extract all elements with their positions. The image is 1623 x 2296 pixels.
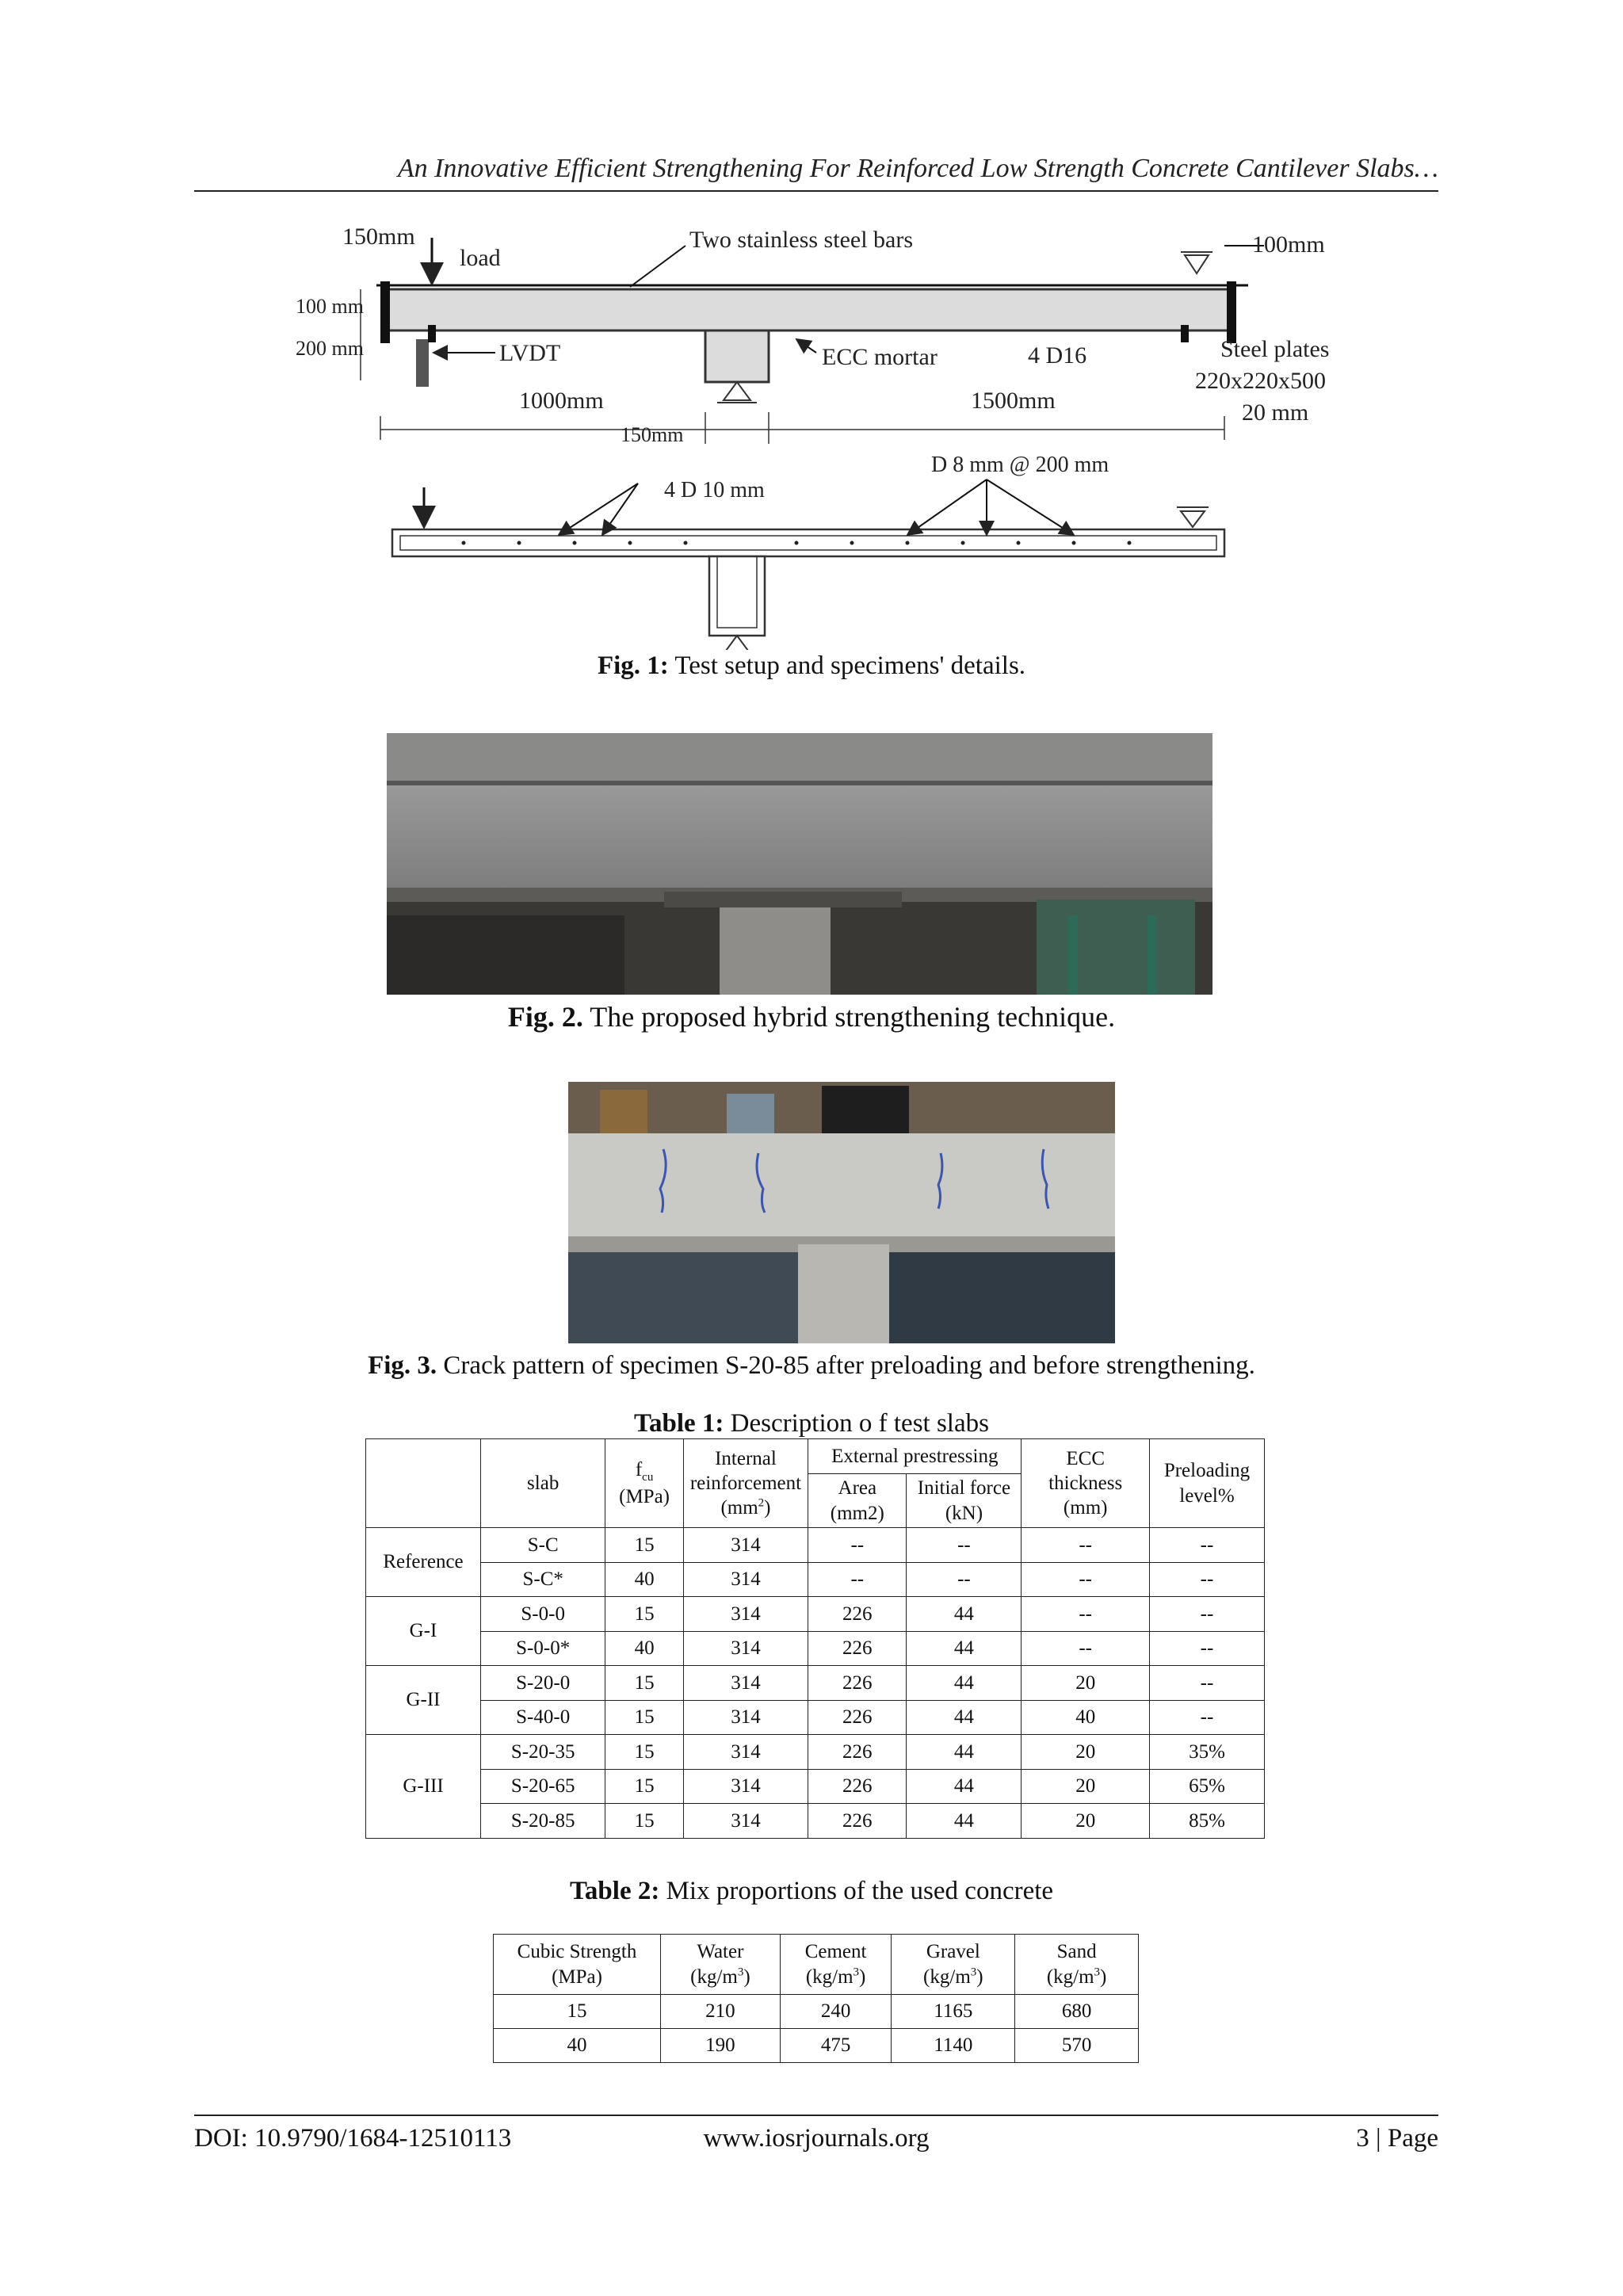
table1-row: [366, 1735, 1265, 1770]
table1-cell: 44: [907, 1769, 1022, 1804]
table2-row: [494, 1995, 1139, 2029]
table2-header-l2: (MPa): [552, 1966, 602, 1988]
table1-cell: 314: [683, 1700, 808, 1735]
fcu-unit: (MPa): [619, 1486, 670, 1508]
fcu-main: f: [635, 1458, 643, 1480]
table2-header-l3: ): [1100, 1966, 1107, 1988]
table1-cell: --: [1149, 1700, 1264, 1735]
table1-cell: 65%: [1149, 1769, 1264, 1804]
table1-cell: 15: [605, 1597, 683, 1632]
table1-header-preloading: [1149, 1439, 1264, 1528]
table1-cell: 40: [605, 1562, 683, 1597]
label-200-left: 200 mm: [296, 337, 364, 360]
table2-row: [494, 2029, 1139, 2063]
table1-cell: 226: [808, 1700, 907, 1735]
table2-cell: 15: [494, 1995, 661, 2029]
table1-body: [366, 1528, 1265, 1839]
table1-cell: 314: [683, 1631, 808, 1666]
table2-header-l1: Sand: [1056, 1941, 1097, 1963]
table2-cell: 680: [1015, 1995, 1139, 2029]
table2-header-cell: [1015, 1935, 1139, 1995]
table1-cell: 20: [1022, 1804, 1150, 1839]
running-header: [194, 152, 1438, 192]
table1-row: [366, 1666, 1265, 1701]
table1-cell: 35%: [1149, 1735, 1264, 1770]
table1-header-blank: [366, 1439, 481, 1528]
table1-cell: 226: [808, 1804, 907, 1839]
table1-cell: 226: [808, 1666, 907, 1701]
internal-l3: (mm: [720, 1497, 758, 1519]
table1-cell: --: [808, 1528, 907, 1563]
internal-l1: Internal: [715, 1447, 777, 1469]
table1-row: [366, 1597, 1265, 1632]
table1-cell: 44: [907, 1804, 1022, 1839]
table1-cell: 15: [605, 1769, 683, 1804]
table1-cell: --: [907, 1528, 1022, 1563]
table1-header-fcu: [605, 1439, 683, 1528]
table1-cell: 44: [907, 1631, 1022, 1666]
table1-cell: --: [907, 1562, 1022, 1597]
table1-header-external: External prestressing: [808, 1439, 1022, 1474]
table1-cell: 15: [605, 1735, 683, 1770]
table1-row: [366, 1562, 1265, 1597]
table2-header-l3: ): [743, 1966, 750, 1988]
table1-row: [366, 1769, 1265, 1804]
table2-header-l3: ): [859, 1966, 866, 1988]
table2-cell: 40: [494, 2029, 661, 2063]
table2-cell: 240: [780, 1995, 892, 2029]
table1-group-cell: G-II: [366, 1666, 481, 1735]
label-d16: 4 D16: [1028, 342, 1087, 369]
table1-cell: 226: [808, 1597, 907, 1632]
fig3-caption: [0, 1351, 1623, 1381]
table2-header-cell: [780, 1935, 892, 1995]
table1-group-cell: G-I: [366, 1597, 481, 1666]
internal-l4: ): [764, 1497, 771, 1519]
table1-cell: 44: [907, 1666, 1022, 1701]
label-1000: 1000mm: [519, 388, 604, 414]
table1-caption-text: Description o f test slabs: [724, 1409, 989, 1438]
table1-cell: 20: [1022, 1769, 1150, 1804]
fig1-caption: [0, 651, 1623, 681]
table1-cell: 44: [907, 1700, 1022, 1735]
table1-cell: 44: [907, 1735, 1022, 1770]
table1-cell: S-20-0: [480, 1666, 605, 1701]
table2: [493, 1934, 1139, 2063]
label-plates: Steel plates: [1220, 336, 1330, 362]
fig3-caption-label: Fig. 3.: [368, 1351, 437, 1380]
label-100-right: 100mm: [1252, 231, 1325, 258]
table1-cell: 314: [683, 1666, 808, 1701]
force-l2: (kN): [945, 1502, 983, 1524]
table1-cell: 314: [683, 1769, 808, 1804]
table1-cell: S-20-85: [480, 1804, 605, 1839]
table2-caption: [0, 1877, 1623, 1906]
table2-header-sup: 3: [853, 1966, 860, 1979]
table1-cell: --: [1022, 1597, 1150, 1632]
fig3-photo: [568, 1082, 1115, 1343]
table2-header-l1: Gravel: [926, 1941, 980, 1963]
table1-cell: 226: [808, 1631, 907, 1666]
table1-cell: --: [1149, 1631, 1264, 1666]
table2-header-cell: [892, 1935, 1015, 1995]
table1-cell: --: [1022, 1631, 1150, 1666]
table2-body: [494, 1995, 1139, 2063]
fig1-caption-text: Test setup and specimens' details.: [668, 651, 1026, 680]
table1-cell: 314: [683, 1735, 808, 1770]
table2-header-sup: 3: [737, 1966, 744, 1979]
table2-header-l1: Cement: [804, 1941, 867, 1963]
table1-cell: 44: [907, 1597, 1022, 1632]
table1-group-cell: G-III: [366, 1735, 481, 1839]
table1-row: [366, 1528, 1265, 1563]
table1-cell: --: [1149, 1597, 1264, 1632]
table1-cell: --: [808, 1562, 907, 1597]
area-l1: Area: [838, 1477, 877, 1499]
fig2-caption-text: The proposed hybrid strengthening technique.: [582, 1001, 1116, 1033]
table1-header-force: [907, 1474, 1022, 1528]
fig2-caption-label: Fig. 2.: [507, 1001, 583, 1033]
table1-header-area: [808, 1474, 907, 1528]
label-d10: 4 D 10 mm: [664, 478, 765, 502]
label-plates-size: 220x220x500: [1195, 368, 1326, 394]
table1-header-slab: slab: [480, 1439, 605, 1528]
table1-cell: 314: [683, 1597, 808, 1632]
label-lvdt: LVDT: [499, 340, 561, 366]
table1-cell: --: [1022, 1528, 1150, 1563]
footer-site: www.iosrjournals.org: [703, 2124, 930, 2153]
label-plates-thk: 20 mm: [1242, 399, 1309, 426]
table2-cell: 1165: [892, 1995, 1015, 2029]
table2-header-l2: (kg/m: [690, 1966, 738, 1988]
table2-header-cell: [494, 1935, 661, 1995]
table1-cell: 314: [683, 1804, 808, 1839]
footer-page: 3 | Page: [1356, 2124, 1438, 2153]
table1-cell: 226: [808, 1735, 907, 1770]
ecc-l1: ECC: [1066, 1447, 1105, 1469]
table1-cell: 85%: [1149, 1804, 1264, 1839]
pre-l1: Preloading: [1163, 1460, 1251, 1482]
label-100-left: 100 mm: [296, 295, 364, 318]
table1-header-ecc: [1022, 1439, 1150, 1528]
table1-cell: S-40-0: [480, 1700, 605, 1735]
table1-cell: S-0-0*: [480, 1631, 605, 1666]
table2-header-l1: Cubic Strength: [517, 1941, 637, 1963]
page-footer: [194, 2115, 1438, 2153]
pre-l2: level%: [1179, 1484, 1235, 1507]
footer-doi: DOI: 10.9790/1684-12510113: [194, 2124, 512, 2153]
table1-caption: [0, 1409, 1623, 1438]
label-150-top: 150mm: [342, 223, 415, 250]
table1-cell: 40: [1022, 1700, 1150, 1735]
fig2-caption: [0, 1000, 1623, 1033]
table1-cell: 314: [683, 1528, 808, 1563]
table2-cell: 1140: [892, 2029, 1015, 2063]
table2-cell: 475: [780, 2029, 892, 2063]
table2-caption-text: Mix proportions of the used concrete: [659, 1877, 1054, 1905]
label-bars: Two stainless steel bars: [689, 227, 914, 253]
table2-header-l2: (kg/m: [1046, 1966, 1094, 1988]
table1-header-internal: [683, 1439, 808, 1528]
table2-header-l3: ): [976, 1966, 983, 1988]
table1-cell: S-20-65: [480, 1769, 605, 1804]
table1-cell: S-0-0: [480, 1597, 605, 1632]
table2-header-row: [494, 1935, 1139, 1995]
table1: [365, 1438, 1265, 1839]
label-ecc: ECC mortar: [822, 344, 938, 370]
table1-cell: 15: [605, 1700, 683, 1735]
table1-cell: 15: [605, 1804, 683, 1839]
table1-cell: 40: [605, 1631, 683, 1666]
ecc-l2: thickness: [1048, 1472, 1123, 1494]
label-150-bottom: 150mm: [621, 423, 684, 446]
label-1500: 1500mm: [971, 388, 1056, 414]
table1-cell: 226: [808, 1769, 907, 1804]
label-load: load: [460, 245, 501, 271]
table1-cell: --: [1149, 1562, 1264, 1597]
internal-l2: reinforcement: [689, 1472, 802, 1494]
table1-cell: S-20-35: [480, 1735, 605, 1770]
table2-header-cell: [661, 1935, 781, 1995]
label-d8: D 8 mm @ 200 mm: [931, 453, 1109, 477]
table2-header-sup: 3: [970, 1966, 977, 1979]
table1-row: [366, 1631, 1265, 1666]
table1-cell: S-C: [480, 1528, 605, 1563]
table1-cell: --: [1149, 1666, 1264, 1701]
table1-cell: --: [1022, 1562, 1150, 1597]
table2-header-l2: (kg/m: [805, 1966, 854, 1988]
ecc-l3: (mm): [1063, 1497, 1108, 1519]
table2-cell: 190: [661, 2029, 781, 2063]
fig1-caption-label: Fig. 1:: [597, 651, 669, 680]
table2-caption-label: Table 2:: [569, 1877, 660, 1905]
fcu-sub: cu: [642, 1470, 654, 1484]
fig2-photo: [387, 733, 1212, 995]
table1-row: [366, 1804, 1265, 1839]
fig3-caption-text: Crack pattern of specimen S-20-85 after preloading and before strengthening.: [437, 1351, 1255, 1380]
area-l2: (mm2): [830, 1502, 884, 1524]
table1-cell: 20: [1022, 1666, 1150, 1701]
table1-cell: 15: [605, 1666, 683, 1701]
fig1-drawing: [289, 222, 1383, 650]
table2-header-l1: Water: [697, 1941, 744, 1963]
internal-sup: 2: [758, 1496, 765, 1510]
table1-caption-label: Table 1:: [634, 1409, 724, 1438]
table1-cell: S-C*: [480, 1562, 605, 1597]
table1-row: [366, 1700, 1265, 1735]
table2-cell: 210: [661, 1995, 781, 2029]
running-title: An Innovative Efficient Strengthening For Reinforced Low Strength Concrete Cantilever Slabs…: [397, 154, 1438, 183]
table2-header-sup: 3: [1094, 1966, 1101, 1979]
table2-header-l2: (kg/m: [923, 1966, 971, 1988]
force-l1: Initial force: [917, 1477, 1011, 1499]
table1-cell: 314: [683, 1562, 808, 1597]
table1-group-cell: Reference: [366, 1528, 481, 1597]
table1-cell: 15: [605, 1528, 683, 1563]
table2-cell: 570: [1015, 2029, 1139, 2063]
table1-cell: --: [1149, 1528, 1264, 1563]
table1-cell: 20: [1022, 1735, 1150, 1770]
